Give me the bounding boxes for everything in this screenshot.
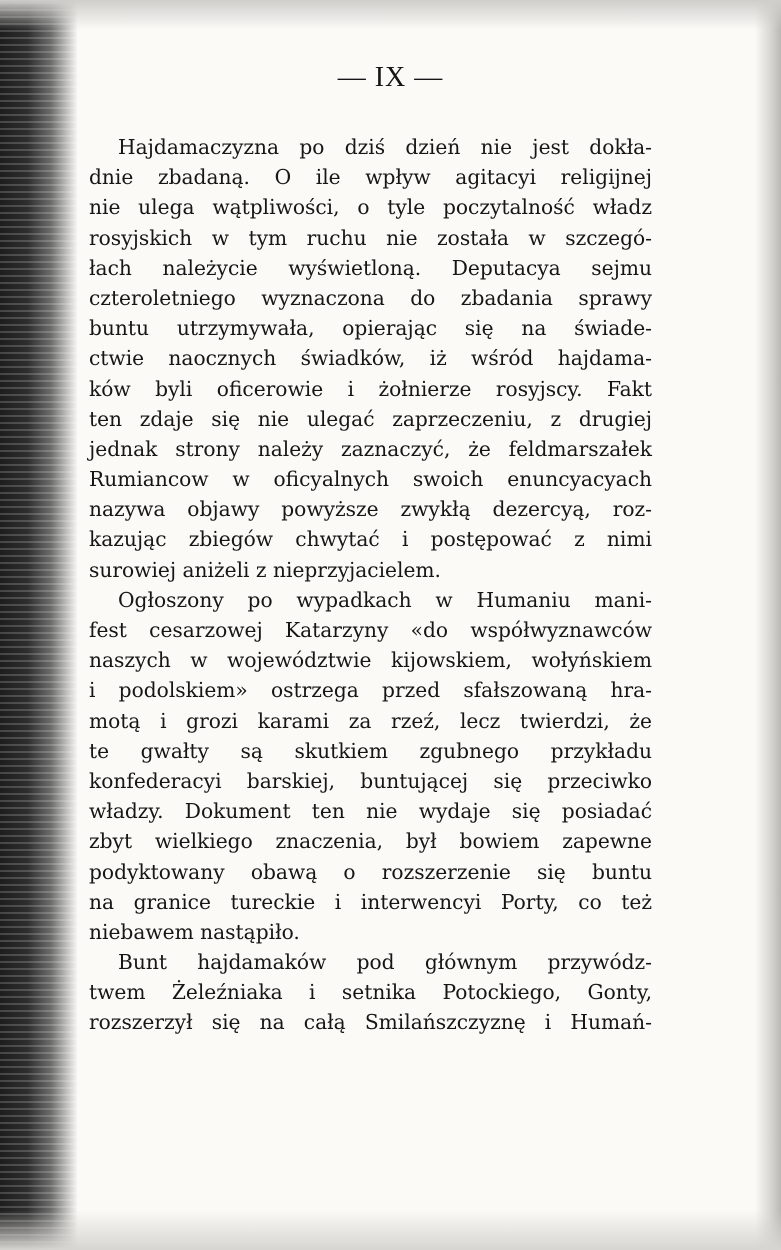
text-line: czteroletniego wyznaczona do zbadania sprawy	[89, 285, 652, 310]
page-binding-shadow	[0, 0, 78, 1250]
text-line: rozszerzył się na całą Smilańszczyznę i Humań-	[89, 1010, 652, 1035]
page-top-edge-shadow	[0, 0, 781, 30]
text-line: naszych w województwie kijowskiem, wołyńskiem	[89, 648, 652, 673]
text-line: te gwałty są skutkiem zgubnego przykładu	[89, 738, 652, 763]
text-line: Hajdamaczyzna po dziś dzień nie jest dokła-	[118, 135, 652, 159]
text-line: twem Żeleźniaka i setnika Potockiego, Gonty,	[89, 980, 652, 1005]
text-line: Rumiancow w oficyalnych swoich enuncyacyach	[89, 467, 652, 492]
page-bottom-edge-shadow	[0, 1210, 781, 1250]
text-line: buntu utrzymywała, opierając się na świade-	[89, 316, 652, 341]
text-line: ctwie naocznych świadków, iż wśród hajdama-	[89, 346, 652, 371]
paragraph-2	[89, 585, 652, 947]
page-right-edge-shadow	[755, 0, 781, 1250]
text-line: fest cesarzowej Katarzyny «do współwyznawców	[89, 618, 652, 642]
text-line: władzy. Dokument ten nie wydaje się posiadać	[89, 799, 652, 824]
text-line: podyktowany obawą o rozszerzenie się buntu	[89, 859, 652, 884]
body-text	[89, 132, 652, 1038]
text-line: kazując zbiegów chwytać i postępować z nimi	[89, 527, 652, 552]
text-line: konfederacyi barskiej, buntującej się przeciwko	[89, 768, 652, 793]
text-line: nie ulega wątpliwości, o tyle poczytalność władz	[89, 195, 652, 220]
text-line: ten zdaje się nie ulegać zaprzeczeniu, z drugiej	[89, 406, 652, 431]
text-line: zbyt wielkiego znaczenia, był bowiem zapewne	[89, 829, 652, 854]
text-line: motą i grozi karami za rzeź, lecz twierdzi, że	[89, 708, 652, 733]
paragraph-1	[89, 132, 652, 585]
text-line: i podolskiem» ostrzega przed sfałszowaną hra-	[89, 678, 652, 703]
text-line: surowiej aniżeli z nieprzyjacielem.	[89, 557, 441, 582]
text-line: nazywa objawy powyższe zwykłą dezercyą, roz-	[89, 497, 652, 522]
text-line: Ogłoszony po wypadkach w Humaniu mani-	[118, 587, 652, 612]
page-number-header: — IX —	[337, 62, 444, 93]
paragraph-3	[89, 947, 652, 1038]
text-line: rosyjskich w tym ruchu nie została w szczegó-	[89, 225, 652, 250]
text-line: Bunt hajdamaków pod głównym przywódz-	[118, 950, 652, 975]
text-line: łach należycie wyświetloną. Deputacya sejmu	[89, 255, 652, 280]
text-line: niebawem nastąpiło.	[89, 919, 300, 944]
text-line: dnie zbadaną. O ile wpływ agitacyi religijnej	[89, 165, 652, 190]
text-line: ków byli oficerowie i żołnierze rosyjscy. Fakt	[89, 376, 652, 401]
text-line: jednak strony należy zaznaczyć, że feldmarszałek	[89, 436, 652, 461]
text-line: na granice tureckie i interwencyi Porty, co też	[89, 889, 652, 914]
